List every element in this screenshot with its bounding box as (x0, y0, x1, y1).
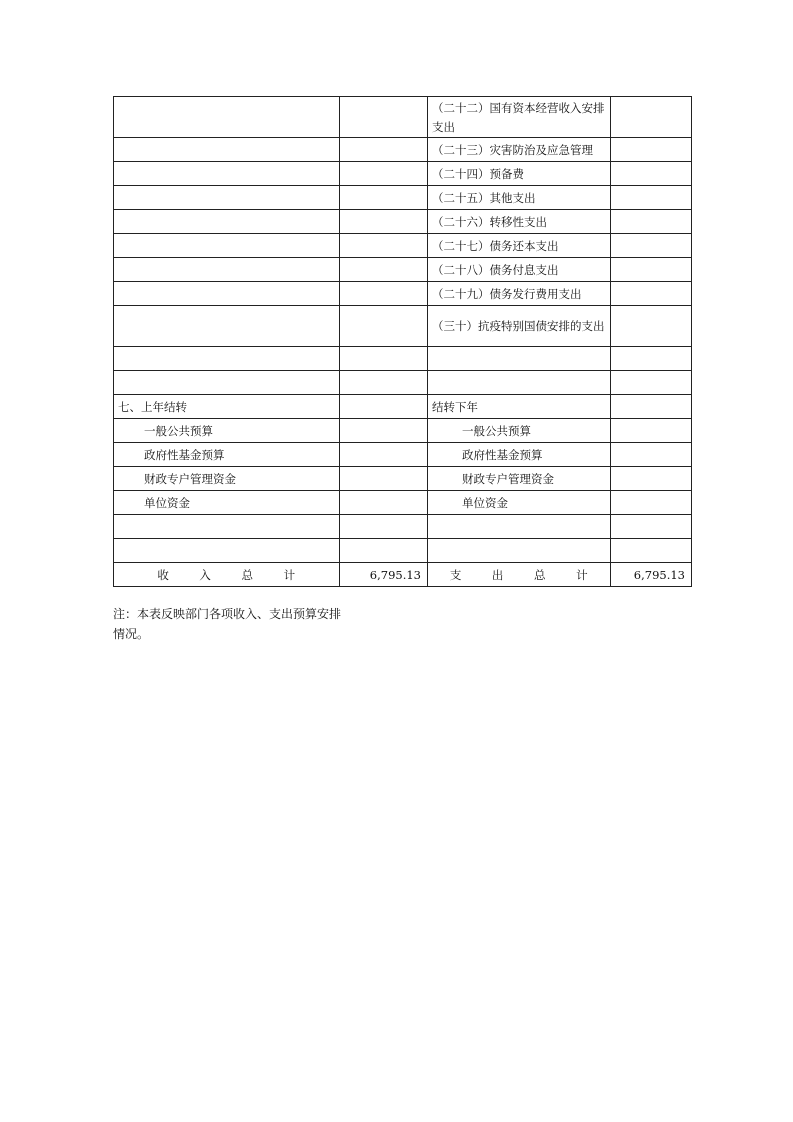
income-total-label-char: 收 (157, 567, 170, 582)
table-row (114, 282, 692, 306)
expense-amount-cell (611, 210, 692, 234)
income-total-label-char: 计 (283, 567, 296, 582)
expense-amount-cell (611, 97, 692, 138)
expense-amount-cell (611, 539, 692, 563)
expense-item-cell (428, 347, 611, 371)
income-item-cell: 政府性基金预算 (114, 443, 340, 467)
expense-total-label-char: 总 (534, 567, 547, 582)
expense-item-cell: 财政专户管理资金 (428, 467, 611, 491)
income-amount-cell (340, 210, 428, 234)
expense-item-cell: 结转下年 (428, 395, 611, 419)
income-amount-cell (340, 347, 428, 371)
table-row (114, 371, 692, 395)
income-amount-cell (340, 491, 428, 515)
table-row (114, 395, 692, 419)
income-item-cell (114, 539, 340, 563)
expense-total-label-char: 计 (576, 567, 589, 582)
income-amount-cell (340, 97, 428, 138)
expense-item-cell: （二十五）其他支出 (428, 186, 611, 210)
table-row (114, 186, 692, 210)
expense-amount-cell (611, 515, 692, 539)
expense-item-cell: （二十六）转移性支出 (428, 210, 611, 234)
income-total-label (114, 563, 340, 587)
income-item-cell (114, 258, 340, 282)
income-item-cell (114, 210, 340, 234)
expense-item-cell: （二十四）预备费 (428, 162, 611, 186)
income-item-cell (114, 97, 340, 138)
income-item-cell: 一般公共预算 (114, 419, 340, 443)
income-item-cell (114, 282, 340, 306)
table-row (114, 515, 692, 539)
income-item-cell (114, 515, 340, 539)
table-row (114, 347, 692, 371)
income-amount-cell (340, 395, 428, 419)
expense-amount-cell (611, 282, 692, 306)
expense-item-cell (428, 539, 611, 563)
expense-amount-cell (611, 419, 692, 443)
income-item-cell: 单位资金 (114, 491, 340, 515)
income-item-cell (114, 234, 340, 258)
expense-amount-cell (611, 347, 692, 371)
expense-item-cell (428, 515, 611, 539)
total-row (114, 563, 692, 587)
table-row (114, 491, 692, 515)
expense-item-cell: （三十）抗疫特别国债安排的支出 (428, 306, 611, 347)
income-amount-cell (340, 258, 428, 282)
expense-total-label (428, 563, 611, 587)
expense-total-label-char: 支 (449, 567, 462, 582)
table-row (114, 306, 692, 347)
income-amount-cell (340, 539, 428, 563)
income-amount-cell (340, 186, 428, 210)
income-amount-cell (340, 371, 428, 395)
table-row (114, 210, 692, 234)
income-amount-cell (340, 162, 428, 186)
table-row (114, 539, 692, 563)
table-row (114, 97, 692, 138)
budget-table (113, 96, 692, 587)
expense-amount-cell (611, 371, 692, 395)
table-row (114, 162, 692, 186)
income-amount-cell (340, 282, 428, 306)
expense-item-cell: （二十七）债务还本支出 (428, 234, 611, 258)
expense-amount-cell (611, 467, 692, 491)
table-row (114, 419, 692, 443)
expense-item-cell (428, 371, 611, 395)
expense-total-amount: 6,795.13 (611, 563, 692, 587)
expense-amount-cell (611, 443, 692, 467)
expense-amount-cell (611, 234, 692, 258)
expense-amount-cell (611, 491, 692, 515)
expense-item-cell: （二十八）债务付息支出 (428, 258, 611, 282)
table-row (114, 467, 692, 491)
income-amount-cell (340, 138, 428, 162)
income-item-cell (114, 347, 340, 371)
expense-amount-cell (611, 186, 692, 210)
income-total-label-char: 总 (241, 567, 254, 582)
expense-item-cell: 单位资金 (428, 491, 611, 515)
income-amount-cell (340, 467, 428, 491)
table-row (114, 258, 692, 282)
expense-amount-cell (611, 138, 692, 162)
income-item-cell: 七、上年结转 (114, 395, 340, 419)
table-row (114, 443, 692, 467)
income-amount-cell (340, 234, 428, 258)
income-item-cell: 财政专户管理资金 (114, 467, 340, 491)
table-row (114, 138, 692, 162)
income-amount-cell (340, 515, 428, 539)
income-item-cell (114, 162, 340, 186)
expense-item-cell: 政府性基金预算 (428, 443, 611, 467)
expense-total-label-char: 出 (491, 567, 504, 582)
income-item-cell (114, 371, 340, 395)
income-item-cell (114, 138, 340, 162)
income-total-amount: 6,795.13 (340, 563, 428, 587)
expense-item-cell: （二十九）债务发行费用支出 (428, 282, 611, 306)
income-item-cell (114, 186, 340, 210)
expense-amount-cell (611, 258, 692, 282)
income-amount-cell (340, 443, 428, 467)
expense-item-cell: 一般公共预算 (428, 419, 611, 443)
expense-item-cell: （二十二）国有资本经营收入安排支出 (428, 97, 611, 138)
expense-item-cell: （二十三）灾害防治及应急管理 (428, 138, 611, 162)
expense-amount-cell (611, 162, 692, 186)
table-footnote: 注：本表反映部门各项收入、支出预算安排情况。 (113, 607, 342, 641)
expense-amount-cell (611, 306, 692, 347)
income-amount-cell (340, 419, 428, 443)
income-amount-cell (340, 306, 428, 347)
income-item-cell (114, 306, 340, 347)
expense-amount-cell (611, 395, 692, 419)
income-total-label-char: 入 (199, 567, 212, 582)
table-row (114, 234, 692, 258)
